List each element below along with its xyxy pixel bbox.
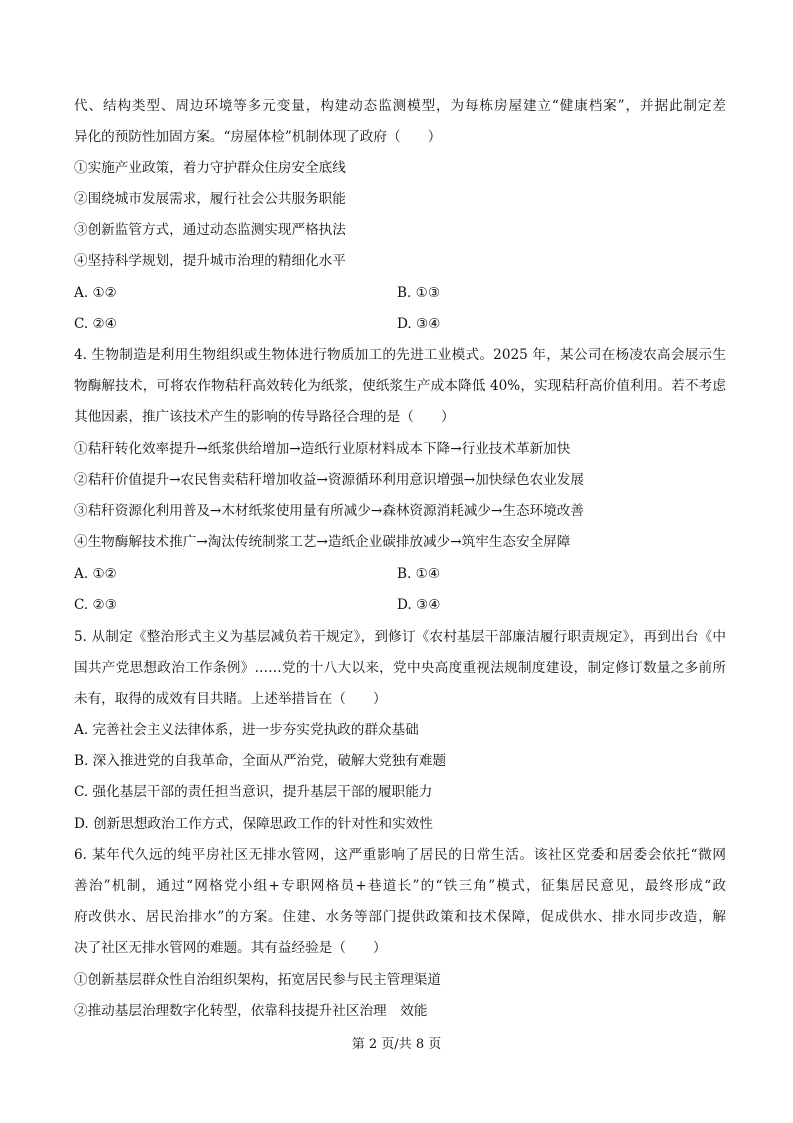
q5-stem-line-3: 未有，取得的成效有目共睹。上述举措旨在（ ） (74, 691, 387, 707)
q6-statement-1: ①创新基层群众性自治组织架构，拓宽居民参与民主管理渠道 (74, 972, 442, 988)
q3-option-d: D. ③④ (397, 316, 441, 332)
q3-stem-line-1: 代、结构类型、周边环境等多元变量，构建动态监测模型，为每栋房屋建立“健康档案”，并据此制定差 (74, 98, 726, 114)
q5-stem-line-1: 5. 从制定《整治形式主义为基层减负若干规定》，到修订《农村基层干部廉洁履行职责规定》，再到出台《中 (74, 629, 726, 645)
q4-stem-line-1: 4. 生物制造是利用生物组织或生物体进行物质加工的先进工业模式。2025 年，某公司在杨凌农高会展示生 (74, 347, 726, 363)
q5-stem-line-2: 国共产党思想政治工作条例》……党的十八大以来，党中央高度重视法规制度建设，制定修订数量之多前所 (74, 660, 726, 676)
q5-option-d: D. 创新思想政治工作方式，保障思政工作的针对性和实效性 (74, 816, 433, 832)
q4-option-d: D. ③④ (397, 597, 441, 613)
q4-statement-2: ②秸秆价值提升→农民售卖秸秆增加收益→资源循环利用意识增强→加快绿色农业发展 (74, 472, 584, 488)
q3-statement-4: ④坚持科学规划，提升城市治理的精细化水平 (74, 253, 346, 269)
q4-stem-line-3: 其他因素，推广该技术产生的影响的传导路径合理的是（ ） (74, 409, 455, 425)
q6-statement-2: ②推动基层治理数字化转型，依靠科技提升社区治理 效能 (74, 1003, 428, 1019)
q4-stem-line-2: 物酶解技术，可将农作物秸秆高效转化为纸浆，使纸浆生产成本降低 40%，实现秸秆高价值利用。若不考虑 (74, 378, 726, 394)
q4-option-b: B. ①④ (397, 566, 441, 582)
q5-option-b: B. 深入推进党的自我革命，全面从严治党，破解大党独有难题 (74, 753, 447, 769)
q6-stem-line-2: 善治”机制，通过“网格党小组+专职网格员+巷道长”的“铁三角”模式，征集居民意见，最终形成“政 (74, 878, 726, 894)
q3-statement-3: ③创新监管方式，通过动态监测实现严格执法 (74, 222, 346, 238)
q4-statement-4: ④生物酶解技术推广→淘汰传统制浆工艺→造纸企业碳排放减少→筑牢生态安全屏障 (74, 534, 571, 550)
q3-option-a: A. ①② (74, 285, 117, 301)
q3-statement-2: ②围绕城市发展需求，履行社会公共服务职能 (74, 191, 346, 207)
q4-statement-3: ③秸秆资源化利用普及→木材纸浆使用量有所减少→森林资源消耗减少→生态环境改善 (74, 503, 584, 519)
q3-statement-1: ①实施产业政策，着力守护群众住房安全底线 (74, 160, 346, 176)
q4-statement-1: ①秸秆转化效率提升→纸浆供给增加→造纸行业原材料成本下降→行业技术革新加快 (74, 441, 571, 457)
q5-option-a: A. 完善社会主义法律体系，进一步夯实党执政的群众基础 (74, 722, 419, 738)
q5-option-c: C. 强化基层干部的责任担当意识，提升基层干部的履职能力 (74, 784, 433, 800)
q6-stem-line-1: 6. 某年代久远的纯平房社区无排水管网，这严重影响了居民的日常生活。该社区党委和居委会依托“微网 (74, 847, 726, 863)
page-number-footer: 第 2 页/共 8 页 (351, 1037, 442, 1052)
q3-stem-line-2: 异化的预防性加固方案。“房屋体检”机制体现了政府（ ） (74, 129, 442, 145)
q4-option-c: C. ②③ (74, 597, 117, 613)
q6-stem-line-3: 府改供水、居民治排水”的方案。住建、水务等部门提供政策和技术保障，促成供水、排水同步改造，解 (74, 909, 726, 925)
q6-stem-line-4: 决了社区无排水管网的难题。其有益经验是（ ） (74, 940, 387, 956)
q3-option-c: C. ②④ (74, 316, 117, 332)
q3-option-b: B. ①③ (397, 285, 441, 301)
q4-option-a: A. ①② (74, 566, 117, 582)
